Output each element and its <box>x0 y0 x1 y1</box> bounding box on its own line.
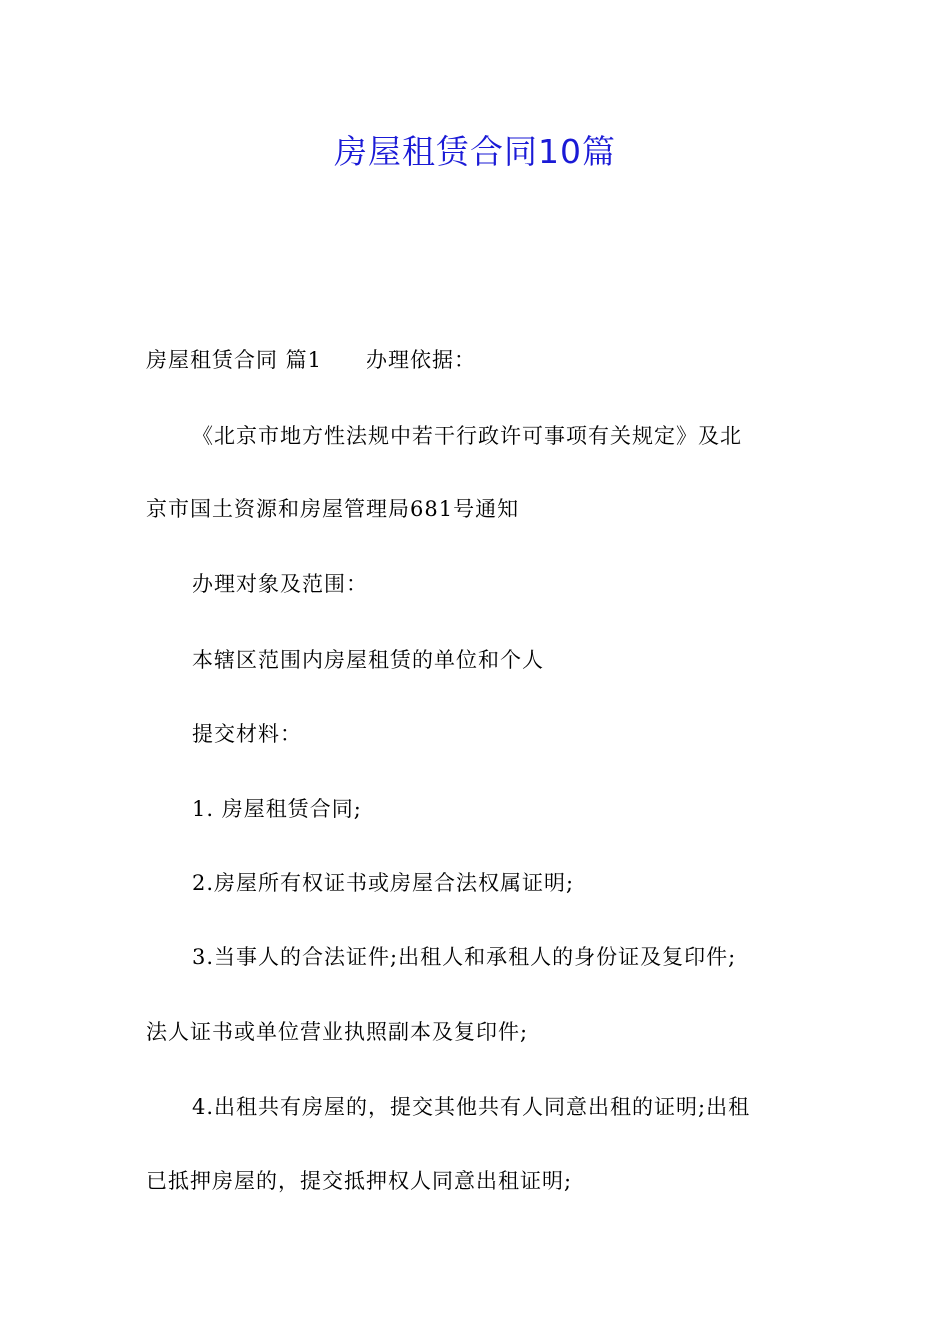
paragraph-line: 《北京市地方性法规中若干行政许可事项有关规定》及北 <box>192 424 742 448</box>
basis-label: 办理依据： <box>366 348 477 372</box>
list-item: 1. 房屋租赁合同; <box>192 797 362 821</box>
paragraph-line: 提交材料： <box>192 722 302 746</box>
paragraph-line: 本辖区范围内房屋租赁的单位和个人 <box>192 648 544 672</box>
document-title: 房屋租赁合同10篇 <box>334 132 616 171</box>
section-heading-row <box>146 345 816 375</box>
list-item: 4.出租共有房屋的，提交其他共有人同意出租的证明;出租 <box>192 1095 751 1119</box>
list-item-continuation: 法人证书或单位营业执照副本及复印件; <box>146 1020 529 1044</box>
paragraph-line: 京市国土资源和房屋管理局681号通知 <box>146 497 520 521</box>
section-heading: 房屋租赁合同 篇1 <box>146 348 323 372</box>
list-item: 2.房屋所有权证书或房屋合法权属证明; <box>192 871 575 895</box>
list-item: 3.当事人的合法证件;出租人和承租人的身份证及复印件; <box>192 945 737 969</box>
paragraph-line: 办理对象及范围： <box>192 572 368 596</box>
list-item-continuation: 已抵押房屋的，提交抵押权人同意出租证明; <box>146 1169 573 1193</box>
